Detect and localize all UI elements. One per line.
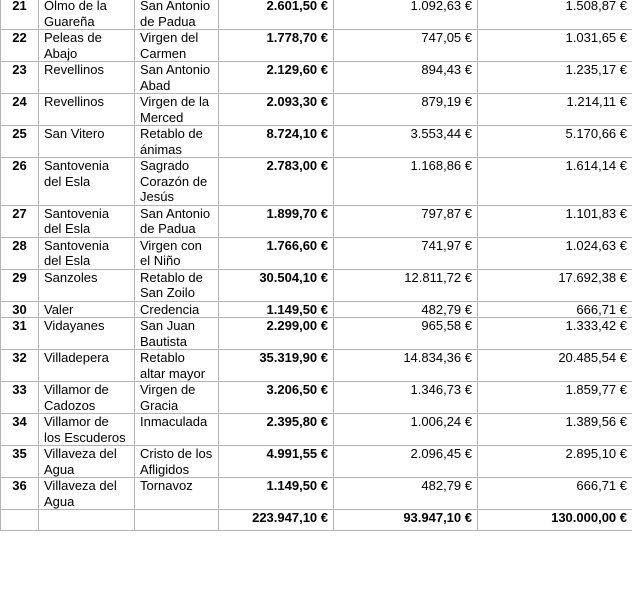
- row-number: 33: [1, 382, 39, 414]
- amount-b-cell: 1.859,77 €: [478, 382, 632, 414]
- town-cell: Villaveza del Agua: [39, 446, 135, 478]
- amount-b-cell: 1.024,63 €: [478, 237, 632, 269]
- amount-a-cell: 3.553,44 €: [334, 126, 478, 158]
- amount-a-cell: 482,79 €: [334, 301, 478, 318]
- table-row: [1, 478, 632, 510]
- amount-b-cell: 17.692,38 €: [478, 269, 632, 301]
- totals-row: [1, 510, 632, 531]
- amount-b-cell: 666,71 €: [478, 301, 632, 318]
- item-cell: San Antonio Abad: [135, 62, 219, 94]
- item-cell: Cristo de los Afligidos: [135, 446, 219, 478]
- total-amount-cell: 4.991,55 €: [219, 446, 334, 478]
- total-amount-cell: 2.129,60 €: [219, 62, 334, 94]
- item-cell: Retablo de ánimas: [135, 126, 219, 158]
- town-cell: Valer: [39, 301, 135, 318]
- amount-b-cell: 1.101,83 €: [478, 205, 632, 237]
- totals-town-cell: [39, 510, 135, 531]
- town-cell: San Vitero: [39, 126, 135, 158]
- row-number: 36: [1, 478, 39, 510]
- town-cell: Villamor de los Escuderos: [39, 414, 135, 446]
- town-cell: Santovenia del Esla: [39, 237, 135, 269]
- totals-num-cell: [1, 510, 39, 531]
- town-cell: Vidayanes: [39, 318, 135, 350]
- row-number: 31: [1, 318, 39, 350]
- table-row: [1, 94, 632, 126]
- row-number: 27: [1, 205, 39, 237]
- item-cell: San Antonio de Padua: [135, 0, 219, 30]
- amount-a-cell: 965,58 €: [334, 318, 478, 350]
- total-amount-cell: 2.299,00 €: [219, 318, 334, 350]
- row-number: 22: [1, 30, 39, 62]
- amount-b-cell: 1.235,17 €: [478, 62, 632, 94]
- grand-total-b: 130.000,00 €: [478, 510, 632, 531]
- row-number: 26: [1, 158, 39, 206]
- table-row: [1, 62, 632, 94]
- row-number: 29: [1, 269, 39, 301]
- amount-b-cell: 5.170,66 €: [478, 126, 632, 158]
- town-cell: Olmo de la Guareña: [39, 0, 135, 30]
- item-cell: Sagrado Corazón de Jesús: [135, 158, 219, 206]
- amount-a-cell: 1.346,73 €: [334, 382, 478, 414]
- amount-b-cell: 666,71 €: [478, 478, 632, 510]
- amount-a-cell: 2.096,45 €: [334, 446, 478, 478]
- total-amount-cell: 1.149,50 €: [219, 478, 334, 510]
- row-number: 23: [1, 62, 39, 94]
- table-row: [1, 318, 632, 350]
- total-amount-cell: 8.724,10 €: [219, 126, 334, 158]
- amount-a-cell: 1.168,86 €: [334, 158, 478, 206]
- town-cell: Sanzoles: [39, 269, 135, 301]
- amount-a-cell: 12.811,72 €: [334, 269, 478, 301]
- amount-b-cell: 20.485,54 €: [478, 350, 632, 382]
- total-amount-cell: 1.149,50 €: [219, 301, 334, 318]
- row-number: 24: [1, 94, 39, 126]
- amount-a-cell: 741,97 €: [334, 237, 478, 269]
- amount-b-cell: 2.895,10 €: [478, 446, 632, 478]
- total-amount-cell: 35.319,90 €: [219, 350, 334, 382]
- row-number: 35: [1, 446, 39, 478]
- total-amount-cell: 2.093,30 €: [219, 94, 334, 126]
- table-row: [1, 30, 632, 62]
- table-row: [1, 158, 632, 206]
- amount-a-cell: 1.092,63 €: [334, 0, 478, 30]
- table-row: [1, 301, 632, 318]
- item-cell: Tornavoz: [135, 478, 219, 510]
- table-row: [1, 382, 632, 414]
- item-cell: Virgen de Gracia: [135, 382, 219, 414]
- amount-a-cell: 482,79 €: [334, 478, 478, 510]
- item-cell: Virgen con el Niño: [135, 237, 219, 269]
- town-cell: Revellinos: [39, 94, 135, 126]
- item-cell: Retablo de San Zoilo: [135, 269, 219, 301]
- town-cell: Santovenia del Esla: [39, 158, 135, 206]
- town-cell: Villadepera: [39, 350, 135, 382]
- table-row: [1, 126, 632, 158]
- amount-a-cell: 797,87 €: [334, 205, 478, 237]
- total-amount-cell: 1.778,70 €: [219, 30, 334, 62]
- table-row: [1, 414, 632, 446]
- table-row: [1, 205, 632, 237]
- totals-item-cell: [135, 510, 219, 531]
- item-cell: San Juan Bautista: [135, 318, 219, 350]
- town-cell: Villamor de Cadozos: [39, 382, 135, 414]
- table-row: [1, 446, 632, 478]
- item-cell: Credencia: [135, 301, 219, 318]
- row-number: 28: [1, 237, 39, 269]
- total-amount-cell: 1.899,70 €: [219, 205, 334, 237]
- row-number: 34: [1, 414, 39, 446]
- table-row: [1, 0, 632, 30]
- amount-a-cell: 747,05 €: [334, 30, 478, 62]
- item-cell: Virgen del Carmen: [135, 30, 219, 62]
- amount-b-cell: 1.508,87 €: [478, 0, 632, 30]
- item-cell: Virgen de la Merced: [135, 94, 219, 126]
- row-number: 30: [1, 301, 39, 318]
- grand-total: 223.947,10 €: [219, 510, 334, 531]
- row-number: 21: [1, 0, 39, 30]
- total-amount-cell: 2.783,00 €: [219, 158, 334, 206]
- item-cell: San Antonio de Padua: [135, 205, 219, 237]
- amount-a-cell: 1.006,24 €: [334, 414, 478, 446]
- item-cell: Inmaculada: [135, 414, 219, 446]
- town-cell: Revellinos: [39, 62, 135, 94]
- total-amount-cell: 30.504,10 €: [219, 269, 334, 301]
- town-cell: Peleas de Abajo: [39, 30, 135, 62]
- table-row: [1, 269, 632, 301]
- amount-a-cell: 14.834,36 €: [334, 350, 478, 382]
- amount-b-cell: 1.214,11 €: [478, 94, 632, 126]
- total-amount-cell: 2.601,50 €: [219, 0, 334, 30]
- table-row: [1, 237, 632, 269]
- row-number: 32: [1, 350, 39, 382]
- amount-b-cell: 1.333,42 €: [478, 318, 632, 350]
- amount-b-cell: 1.389,56 €: [478, 414, 632, 446]
- row-number: 25: [1, 126, 39, 158]
- amount-a-cell: 894,43 €: [334, 62, 478, 94]
- total-amount-cell: 2.395,80 €: [219, 414, 334, 446]
- amount-b-cell: 1.614,14 €: [478, 158, 632, 206]
- item-cell: Retablo altar mayor: [135, 350, 219, 382]
- table-row: [1, 350, 632, 382]
- grand-total-a: 93.947,10 €: [334, 510, 478, 531]
- amount-b-cell: 1.031,65 €: [478, 30, 632, 62]
- amount-a-cell: 879,19 €: [334, 94, 478, 126]
- town-cell: Villaveza del Agua: [39, 478, 135, 510]
- table-body: [1, 0, 632, 510]
- total-amount-cell: 1.766,60 €: [219, 237, 334, 269]
- town-cell: Santovenia del Esla: [39, 205, 135, 237]
- total-amount-cell: 3.206,50 €: [219, 382, 334, 414]
